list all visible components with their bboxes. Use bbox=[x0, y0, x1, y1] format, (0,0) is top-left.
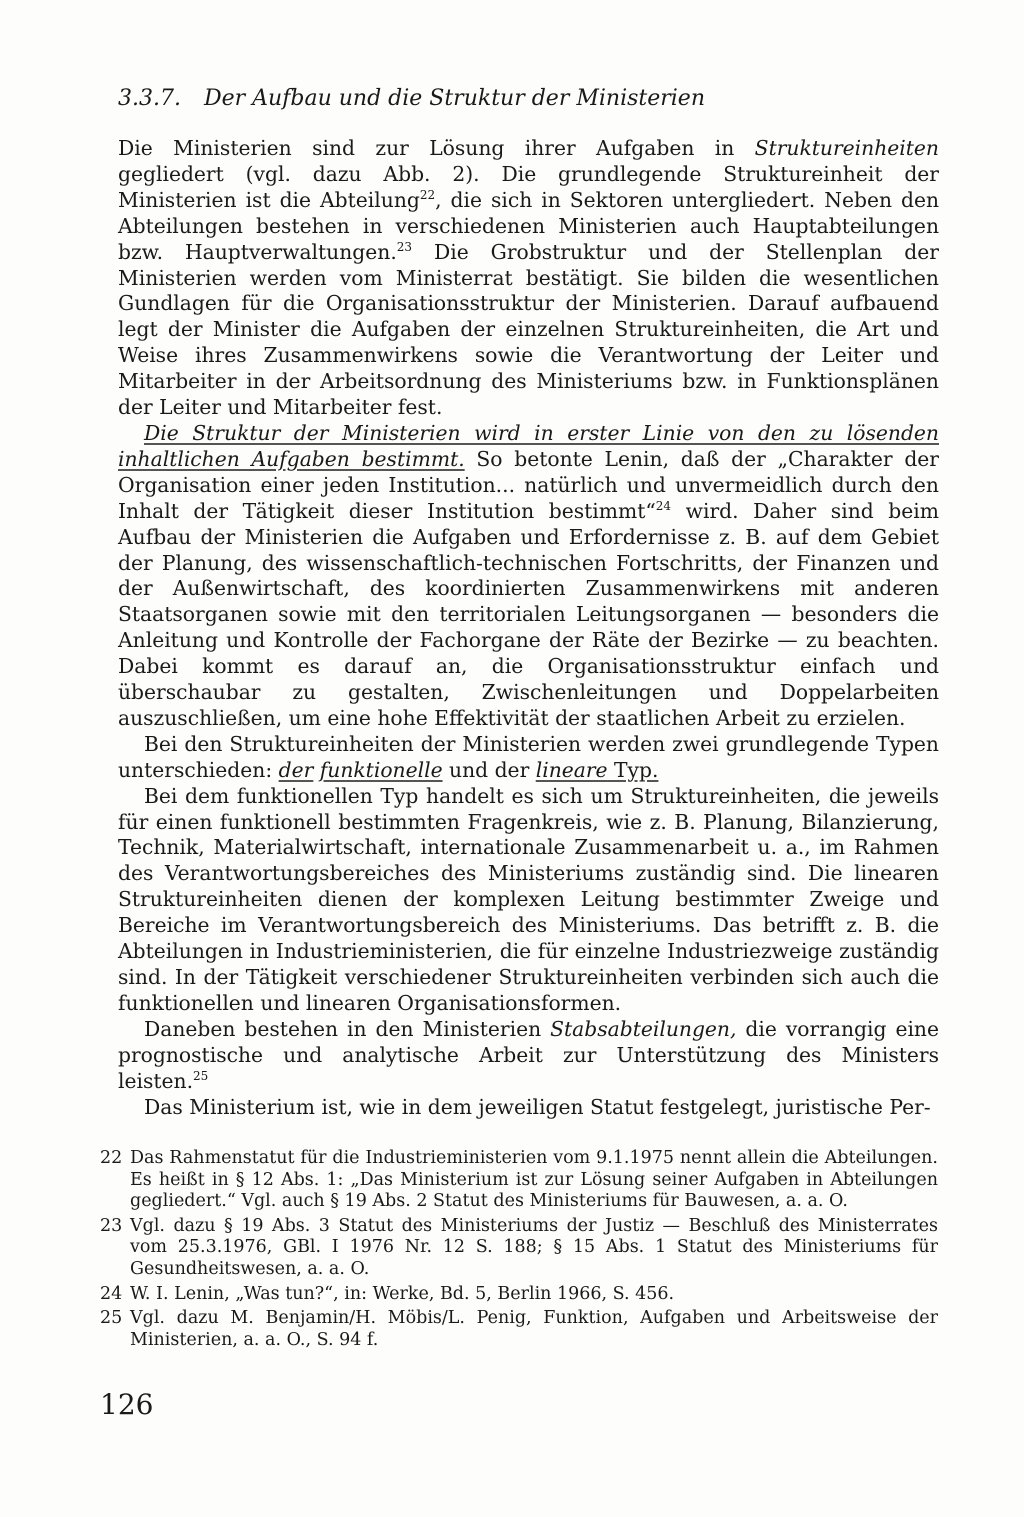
footnote bbox=[100, 1284, 938, 1306]
emphasis: Stabsabteilungen, bbox=[550, 1016, 737, 1041]
footnote bbox=[100, 1148, 938, 1213]
text-run: Bei dem funktionellen Typ handelt es sich um Struktureinheiten, die jeweils für einen funktionell bestimmten Fragenkreis, wie z. B. Planung, Bilanzierung, Technik, Materialwirtschaft, internationale Zusammenarbeit u. a., im Rahmen des Verantwortungsbereiches des Ministeriums zuständig sind. Die linearen Struktureinheiten dienen der komplexen Leitung bestimmter Zweige und Bereiche im Verantwortungsbereich des Ministeriums. Das betrifft z. B. die Abteilungen in Industrieministerien, die für einzelne Industriezweige zuständig sind. In der Tätigkeit verschiedener Struktureinheiten verbinden sich auch die funktionellen und linearen Organisationsformen. bbox=[118, 783, 939, 1015]
footnote bbox=[100, 1308, 938, 1351]
footnote-text: Vgl. dazu M. Benjamin/H. Möbis/L. Penig, Funktion, Aufgaben und Arbeitsweise der Ministerien, a. a. O., S. 94 f. bbox=[130, 1308, 938, 1350]
footnote-ref: 24 bbox=[655, 498, 672, 513]
section-title: Der Aufbau und die Struktur der Ministerien bbox=[204, 86, 705, 111]
body-text bbox=[118, 136, 939, 1120]
paragraph-6 bbox=[118, 1095, 939, 1121]
text-run-underlined: Typ. bbox=[607, 757, 659, 782]
footnote-number: 25 bbox=[100, 1308, 123, 1329]
text-run: Bei den Struktureinheiten der Ministerien werden zwei grundlegende Typen unterschieden: bbox=[118, 731, 939, 782]
footnote-ref: 22 bbox=[419, 188, 436, 203]
paragraph-4 bbox=[118, 784, 939, 1017]
text-run: gegliedert (vgl. dazu Abb. 2). Die grundlegende Struktureinheit der Ministerien ist die Abteilung bbox=[118, 161, 939, 212]
page-number: 126 bbox=[100, 1388, 154, 1421]
footnote-text: W. I. Lenin, „Was tun?“, in: Werke, Bd. 5, Berlin 1966, S. 456. bbox=[130, 1283, 675, 1304]
text-run: und der bbox=[442, 757, 536, 782]
section-number: 3.3.7. bbox=[118, 86, 181, 111]
emphasis-underlined: lineare bbox=[535, 757, 608, 782]
text-run: So betonte Lenin, daß der „Charakter der Organisation einer jeden Institution... natürlich und unvermeidlich durch den Inhalt der Tätigkeit dieser Institution bestimmt“ bbox=[118, 446, 939, 523]
text-run: Daneben bestehen in den Ministerien bbox=[144, 1016, 551, 1041]
text-run: Die Ministerien sind zur Lösung ihrer Aufgaben in bbox=[118, 136, 755, 160]
footnote-number: 22 bbox=[100, 1148, 123, 1168]
section-heading bbox=[118, 86, 938, 111]
footnotes bbox=[100, 1148, 938, 1354]
paragraph-2 bbox=[118, 421, 939, 732]
emphasis: Struktureinheiten bbox=[754, 136, 939, 160]
text-run: , die sich in Sektoren untergliedert. Neben den Abteilungen bestehen in verschiedenen Ministerien auch Hauptabteilungen bzw. Hauptverwaltungen. bbox=[118, 187, 940, 264]
text-run: wird. Daher sind beim Aufbau der Ministerien die Aufgaben und Erfordernisse z. B. auf dem Gebiet der Planung, des wissenschaftlich-technischen Fortschritts, der Finanzen und der Außenwirtschaft, des koordinierten Zusammenwirkens mit anderen Staatsorganen sowie mit den territorialen Leitungsorganen — besonders die Anleitung und Kontrolle der Fachorgane der Räte der Bezirke — zu beachten. Dabei kommt es darauf an, die Organisationsstruktur einfach und überschaubar zu gestalten, Zwischenleitungen und Doppelarbeiten auszuschließen, um eine hohe Effektivität der staatlichen Arbeit zu erzielen. bbox=[118, 498, 940, 730]
emphasis-underlined: der bbox=[278, 757, 314, 782]
footnote-ref: 23 bbox=[396, 239, 413, 254]
footnote-number: 23 bbox=[100, 1215, 123, 1236]
paragraph-5 bbox=[118, 1017, 939, 1095]
emphasis-underlined: Die Struktur der Ministerien wird in erster Linie von den zu lösenden inhaltlichen Aufgaben bestimmt. bbox=[118, 420, 939, 471]
paragraph-1 bbox=[118, 136, 939, 421]
text-run: Das Ministerium ist, wie in dem jeweiligen Statut festgelegt, juristische Per- bbox=[144, 1094, 931, 1119]
footnote-text: Vgl. dazu § 19 Abs. 3 Statut des Ministeriums der Justiz — Beschluß des Ministerrates vom 25.3.1976, GBl. I 1976 Nr. 12 S. 188; § 15 Abs. 1 Statut des Ministeriums für Gesundheitswesen, a. a. O. bbox=[130, 1215, 938, 1279]
footnote-text: Das Rahmenstatut für die Industrieministerien vom 9.1.1975 nennt allein die Abteilungen. Es heißt in § 12 Abs. 1: „Das Ministerium ist zur Lösung seiner Aufgaben in Abteilungen gegliedert.“ Vgl. auch § 19 Abs. 2 Statut des Ministeriums für Bauwesen, a. a. O. bbox=[130, 1148, 938, 1212]
footnote-number: 24 bbox=[100, 1283, 123, 1304]
emphasis-underlined: funktionelle bbox=[319, 757, 443, 782]
text-run: Die Grobstruktur und der Stellenplan der Ministerien werden vom Ministerrat bestätigt. Sie bilden die wesentlichen Gundlagen für die Organisationsstruktur der Ministerien. Darauf aufbauend legt der Minister die Aufgaben der einzelnen Struktureinheiten, die Art und Weise ihres Zusammenwirkens sowie die Verantwortung der Leiter und Mitarbeiter in der Arbeitsordnung des Ministeriums bzw. in Funktionsplänen der Leiter und Mitarbeiter fest. bbox=[118, 239, 939, 420]
paragraph-3 bbox=[118, 732, 939, 784]
footnote-ref: 25 bbox=[193, 1068, 209, 1083]
text-run: die vorrangig eine prognostische und analytische Arbeit zur Unterstützung des Ministers leisten. bbox=[118, 1016, 939, 1093]
footnote bbox=[100, 1216, 938, 1281]
